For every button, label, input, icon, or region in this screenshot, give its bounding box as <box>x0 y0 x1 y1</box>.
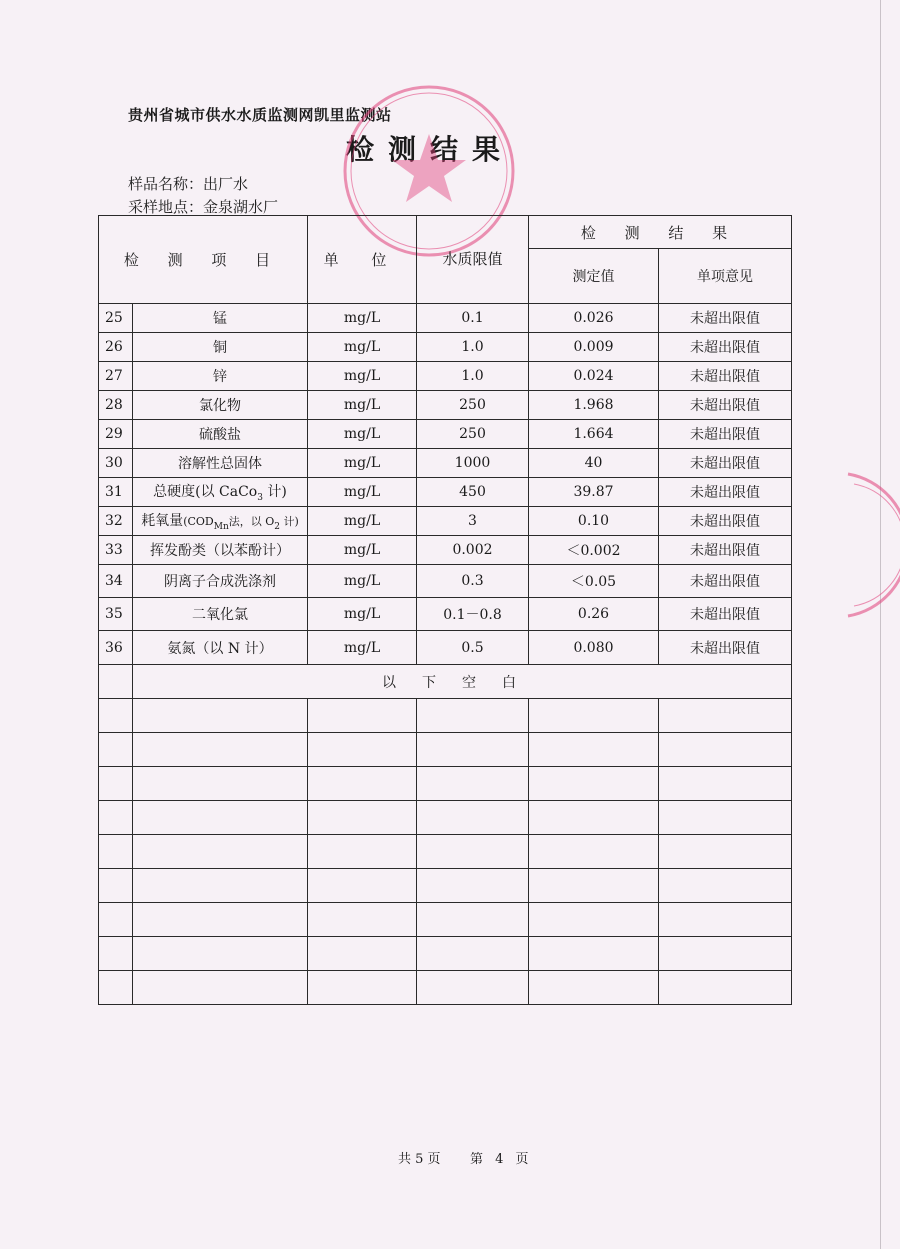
sample-name-value: 出厂水 <box>203 175 249 193</box>
row-limit: 1.0 <box>417 333 529 362</box>
header-limit: 水质限值 <box>417 216 529 304</box>
empty-row <box>99 903 792 937</box>
sample-site-label: 采样地点： <box>128 198 204 216</box>
row-limit: 250 <box>417 391 529 420</box>
row-opinion: 未超出限值 <box>659 362 792 391</box>
blank-cell <box>99 665 133 699</box>
row-item: 氯化物 <box>133 391 308 420</box>
row-unit: mg/L <box>308 478 417 507</box>
row-number: 29 <box>99 420 133 449</box>
row-item: 氨氮（以 N 计） <box>133 631 308 665</box>
row-unit: mg/L <box>308 391 417 420</box>
row-limit: 0.1－0.8 <box>417 598 529 631</box>
row-limit: 1.0 <box>417 362 529 391</box>
row-limit: 0.002 <box>417 536 529 565</box>
empty-row <box>99 971 792 1005</box>
sample-name-line <box>128 173 248 194</box>
table-row <box>99 449 792 478</box>
row-measured: 39.87 <box>529 478 659 507</box>
table-row <box>99 362 792 391</box>
row-opinion: 未超出限值 <box>659 631 792 665</box>
row-number: 33 <box>99 536 133 565</box>
table-row <box>99 598 792 631</box>
row-unit: mg/L <box>308 598 417 631</box>
table-row <box>99 391 792 420</box>
row-number: 36 <box>99 631 133 665</box>
sample-site-line <box>128 196 278 217</box>
empty-row <box>99 835 792 869</box>
row-opinion: 未超出限值 <box>659 391 792 420</box>
row-item: 锌 <box>133 362 308 391</box>
table-row <box>99 631 792 665</box>
row-measured: 0.009 <box>529 333 659 362</box>
row-opinion: 未超出限值 <box>659 565 792 598</box>
row-measured: 1.968 <box>529 391 659 420</box>
row-measured: 0.26 <box>529 598 659 631</box>
header-item: 检 测 项 目 <box>99 216 308 304</box>
table-row <box>99 304 792 333</box>
table-row <box>99 333 792 362</box>
sample-site-value: 金泉湖水厂 <box>203 198 279 216</box>
page-edge <box>880 0 881 1249</box>
row-measured: 0.024 <box>529 362 659 391</box>
row-unit: mg/L <box>308 449 417 478</box>
row-item: 硫酸盐 <box>133 420 308 449</box>
row-limit: 0.5 <box>417 631 529 665</box>
row-unit: mg/L <box>308 507 417 536</box>
table-row <box>99 478 792 507</box>
row-unit: mg/L <box>308 536 417 565</box>
blank-marker: 以下空白 <box>133 665 792 699</box>
header-opinion: 单项意见 <box>659 249 792 304</box>
results-table <box>98 215 792 1005</box>
row-number: 35 <box>99 598 133 631</box>
row-measured: 0.10 <box>529 507 659 536</box>
row-item: 铜 <box>133 333 308 362</box>
empty-row <box>99 869 792 903</box>
header-result-group: 检 测 结 果 <box>529 216 792 249</box>
table-row <box>99 565 792 598</box>
header-unit: 单 位 <box>308 216 417 304</box>
row-limit: 1000 <box>417 449 529 478</box>
total-pages: 共 5 页 <box>398 1152 441 1167</box>
header-measured: 测定值 <box>529 249 659 304</box>
row-limit: 0.3 <box>417 565 529 598</box>
row-opinion: 未超出限值 <box>659 333 792 362</box>
row-measured: ＜0.05 <box>529 565 659 598</box>
row-item: 总硬度(以 CaCo$_3$ 计) <box>133 478 308 507</box>
row-item: 挥发酚类（以苯酚计） <box>133 536 308 565</box>
row-measured: 0.080 <box>529 631 659 665</box>
row-unit: mg/L <box>308 362 417 391</box>
row-number: 30 <box>99 449 133 478</box>
row-unit: mg/L <box>308 304 417 333</box>
row-limit: 450 <box>417 478 529 507</box>
table-row <box>99 507 792 536</box>
table-row <box>99 536 792 565</box>
row-unit: mg/L <box>308 420 417 449</box>
row-unit: mg/L <box>308 631 417 665</box>
row-item: 二氧化氯 <box>133 598 308 631</box>
row-item: 耗氧量($COD_{Mn}$法，以 $O_2$ 计) <box>133 507 308 536</box>
row-number: 25 <box>99 304 133 333</box>
empty-row <box>99 767 792 801</box>
row-measured: 40 <box>529 449 659 478</box>
row-opinion: 未超出限值 <box>659 304 792 333</box>
row-number: 26 <box>99 333 133 362</box>
row-number: 32 <box>99 507 133 536</box>
row-measured: 0.026 <box>529 304 659 333</box>
row-measured: ＜0.002 <box>529 536 659 565</box>
row-opinion: 未超出限值 <box>659 420 792 449</box>
row-item: 溶解性总固体 <box>133 449 308 478</box>
row-number: 28 <box>99 391 133 420</box>
row-limit: 3 <box>417 507 529 536</box>
row-limit: 250 <box>417 420 529 449</box>
organization-name: 贵州省城市供水水质监测网凯里监测站 <box>128 106 392 124</box>
row-unit: mg/L <box>308 333 417 362</box>
row-opinion: 未超出限值 <box>659 478 792 507</box>
empty-row <box>99 733 792 767</box>
row-opinion: 未超出限值 <box>659 598 792 631</box>
row-item: 锰 <box>133 304 308 333</box>
row-limit: 0.1 <box>417 304 529 333</box>
sample-name-label: 样品名称： <box>128 175 204 193</box>
empty-row <box>99 937 792 971</box>
row-number: 34 <box>99 565 133 598</box>
page-title: 检测结果 <box>345 133 514 166</box>
row-measured: 1.664 <box>529 420 659 449</box>
empty-row <box>99 801 792 835</box>
row-number: 31 <box>99 478 133 507</box>
row-opinion: 未超出限值 <box>659 507 792 536</box>
empty-row <box>99 699 792 733</box>
table-row <box>99 420 792 449</box>
row-opinion: 未超出限值 <box>659 536 792 565</box>
row-item: 阴离子合成洗涤剂 <box>133 565 308 598</box>
row-opinion: 未超出限值 <box>659 449 792 478</box>
current-page: 第 4 页 <box>470 1152 533 1167</box>
row-number: 27 <box>99 362 133 391</box>
blank-marker-row <box>99 665 792 699</box>
row-unit: mg/L <box>308 565 417 598</box>
partial-seal <box>844 470 900 620</box>
